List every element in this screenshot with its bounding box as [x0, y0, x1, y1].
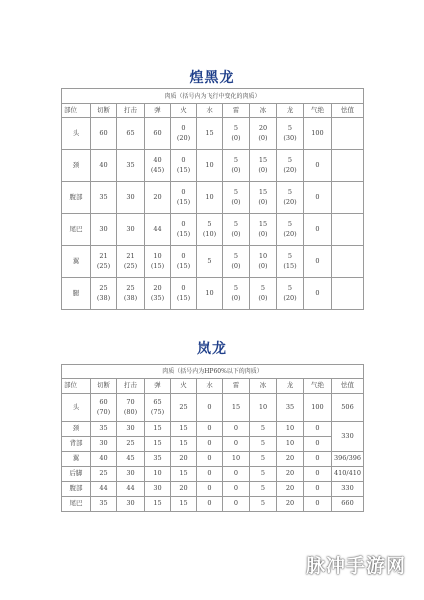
table-cell: 15	[171, 437, 197, 452]
table-cell: 40	[91, 452, 117, 467]
table-cell: 5	[250, 452, 277, 467]
table-cell: 15	[145, 422, 171, 437]
table-cell: 70 (80)	[117, 394, 145, 422]
table-cell: 25 (38)	[117, 278, 145, 310]
table-cell: 5 (30)	[277, 118, 304, 150]
column-header: 水	[197, 104, 223, 118]
table-cell: 15	[145, 437, 171, 452]
table-cell: 30	[117, 422, 145, 437]
table-cell: 35	[145, 452, 171, 467]
column-header: 弹	[145, 379, 171, 394]
table-cell: 0	[197, 422, 223, 437]
table-cell: 25 (38)	[91, 278, 117, 310]
column-header: 部位	[62, 104, 91, 118]
table-cell: 65	[117, 118, 145, 150]
table-cell: 35	[277, 394, 304, 422]
table-cell: 25	[171, 394, 197, 422]
table-cell: 10 (15)	[145, 246, 171, 278]
table-row	[62, 394, 364, 422]
table-row	[62, 182, 364, 214]
table-cell: 20 (0)	[250, 118, 277, 150]
table-cell: 20	[277, 482, 304, 497]
table-cell: 60 (70)	[91, 394, 117, 422]
table-cell: 330	[332, 422, 364, 452]
table-cell: 0 (15)	[171, 150, 197, 182]
table-cell: 35	[117, 150, 145, 182]
table-cell: 10 (0)	[250, 246, 277, 278]
column-header: 怯值	[332, 379, 364, 394]
table-cell: 5 (0)	[223, 182, 250, 214]
column-header: 切断	[91, 379, 117, 394]
table-cell: 35	[91, 422, 117, 437]
table-cell: 0	[197, 394, 223, 422]
table-cell: 0	[304, 452, 332, 467]
table-cell: 腹部	[62, 482, 91, 497]
table-row	[62, 467, 364, 482]
table-cell: 背部	[62, 437, 91, 452]
table-row	[62, 437, 364, 452]
table-cell: 0 (15)	[171, 246, 197, 278]
table-cell: 腹部	[62, 182, 91, 214]
table-cell: 0	[223, 482, 250, 497]
table-cell: 翼	[62, 246, 91, 278]
table-cell: 0	[304, 278, 332, 310]
table-cell: 0	[223, 437, 250, 452]
table2-caption: 肉质（括号内为HP60%以下的肉质）	[62, 365, 364, 379]
table-cell: 5 (20)	[277, 150, 304, 182]
table-cell: 30	[91, 214, 117, 246]
table-cell: 0	[304, 214, 332, 246]
table-cell: 5	[250, 422, 277, 437]
table-cell: 5	[250, 482, 277, 497]
table-cell: 10	[277, 437, 304, 452]
table-cell	[332, 150, 364, 182]
column-header: 龙	[277, 379, 304, 394]
table-cell: 30	[117, 467, 145, 482]
table-cell: 头	[62, 394, 91, 422]
table-cell: 0	[304, 467, 332, 482]
table-cell: 头	[62, 118, 91, 150]
table-cell: 25	[91, 467, 117, 482]
table-cell: 20	[277, 467, 304, 482]
table-cell: 5	[250, 437, 277, 452]
column-header: 打击	[117, 104, 145, 118]
table-cell: 30	[117, 214, 145, 246]
table-row	[62, 452, 364, 467]
table1-title: 煌黑龙	[189, 70, 235, 86]
column-header: 切断	[91, 104, 117, 118]
table-cell: 尾巴	[62, 214, 91, 246]
table-cell: 5	[250, 467, 277, 482]
table-cell: 0	[197, 437, 223, 452]
column-header: 冰	[250, 104, 277, 118]
column-header: 弹	[145, 104, 171, 118]
table-cell: 30	[145, 482, 171, 497]
table-cell: 21 (25)	[117, 246, 145, 278]
table-cell: 10	[277, 422, 304, 437]
table-cell: 0	[304, 150, 332, 182]
table-cell: 0	[304, 497, 332, 512]
table-cell: 30	[117, 182, 145, 214]
column-header: 水	[197, 379, 223, 394]
table-cell: 100	[304, 394, 332, 422]
site-watermark: 脉冲手游网	[305, 555, 406, 577]
table-cell: 15	[171, 497, 197, 512]
table-cell: 15 (0)	[250, 150, 277, 182]
table-cell: 330	[332, 482, 364, 497]
table-cell: 翼	[62, 452, 91, 467]
table-cell: 35	[91, 182, 117, 214]
table-cell: 40	[91, 150, 117, 182]
table-cell	[332, 118, 364, 150]
table-cell: 5 (0)	[250, 278, 277, 310]
table-cell: 10	[145, 467, 171, 482]
table-cell: 100	[304, 118, 332, 150]
table-cell: 5 (20)	[277, 214, 304, 246]
table-cell: 44	[91, 482, 117, 497]
table-cell: 21 (25)	[91, 246, 117, 278]
table-cell	[332, 278, 364, 310]
table-row	[62, 482, 364, 497]
table-cell: 0 (15)	[171, 214, 197, 246]
column-header: 龙	[277, 104, 304, 118]
table-cell: 后脚	[62, 467, 91, 482]
table-row	[62, 278, 364, 310]
column-header: 雷	[223, 379, 250, 394]
table2-title: 岚龙	[197, 341, 227, 357]
table-cell: 0	[304, 182, 332, 214]
table-cell: 506	[332, 394, 364, 422]
table-cell: 10	[197, 150, 223, 182]
table-cell: 10	[223, 452, 250, 467]
table-cell: 颈	[62, 422, 91, 437]
table-cell: 10	[250, 394, 277, 422]
table-cell: 410/410	[332, 467, 364, 482]
table-cell: 660	[332, 497, 364, 512]
column-header: 气绝	[304, 379, 332, 394]
table-cell: 5 (0)	[223, 150, 250, 182]
table-cell	[332, 246, 364, 278]
table-row	[62, 497, 364, 512]
table-cell: 60	[91, 118, 117, 150]
table-cell: 5	[197, 246, 223, 278]
table-cell: 15	[145, 497, 171, 512]
table-cell: 15	[197, 118, 223, 150]
column-header: 冰	[250, 379, 277, 394]
table-cell: 65 (75)	[145, 394, 171, 422]
table-cell: 0	[197, 497, 223, 512]
table-cell: 0	[223, 422, 250, 437]
table-cell: 20	[171, 482, 197, 497]
table-row	[62, 214, 364, 246]
table-cell: 5 (15)	[277, 246, 304, 278]
table-row	[62, 118, 364, 150]
column-header: 火	[171, 379, 197, 394]
table-cell: 5 (10)	[197, 214, 223, 246]
table-cell: 0	[197, 452, 223, 467]
column-header: 火	[171, 104, 197, 118]
table-cell: 15 (0)	[250, 214, 277, 246]
table-cell: 15	[223, 394, 250, 422]
column-header: 雷	[223, 104, 250, 118]
table-cell: 0	[223, 497, 250, 512]
table-cell: 5 (0)	[223, 246, 250, 278]
table-cell: 44	[145, 214, 171, 246]
table-cell	[332, 182, 364, 214]
table-cell: 30	[117, 497, 145, 512]
table-cell: 20 (35)	[145, 278, 171, 310]
table-cell: 0	[197, 482, 223, 497]
table-cell: 15	[171, 467, 197, 482]
table2-header-row	[62, 379, 364, 394]
table-cell: 15	[171, 422, 197, 437]
table-cell: 5 (0)	[223, 214, 250, 246]
table-cell: 尾巴	[62, 497, 91, 512]
table-cell: 0	[223, 467, 250, 482]
table-cell: 5 (0)	[223, 278, 250, 310]
table-cell: 5 (20)	[277, 278, 304, 310]
table-cell: 0 (15)	[171, 278, 197, 310]
table-cell: 5 (0)	[223, 118, 250, 150]
table-cell: 0 (15)	[171, 182, 197, 214]
table-row	[62, 422, 364, 437]
table1-header-row	[62, 104, 364, 118]
table-cell: 0	[304, 437, 332, 452]
table-cell: 10	[197, 278, 223, 310]
table-cell: 60	[145, 118, 171, 150]
table-cell: 44	[117, 482, 145, 497]
column-header: 怯值	[332, 104, 364, 118]
table-cell: 0 (20)	[171, 118, 197, 150]
column-header: 气绝	[304, 104, 332, 118]
column-header: 部位	[62, 379, 91, 394]
table-cell: 396/396	[332, 452, 364, 467]
table-cell: 45	[117, 452, 145, 467]
table-cell: 20	[145, 182, 171, 214]
column-header: 打击	[117, 379, 145, 394]
table-cell: 30	[91, 437, 117, 452]
table-cell: 40 (45)	[145, 150, 171, 182]
table2-hitzone-table	[61, 364, 364, 512]
table-cell: 颈	[62, 150, 91, 182]
table-cell: 20	[171, 452, 197, 467]
table-cell: 0	[304, 246, 332, 278]
table-cell: 0	[197, 467, 223, 482]
table-cell: 腿	[62, 278, 91, 310]
table-cell: 20	[277, 452, 304, 467]
table-cell: 10	[197, 182, 223, 214]
table-cell: 5	[250, 497, 277, 512]
table1-caption: 肉质（括号内为飞行中变化的肉质）	[62, 89, 364, 104]
table-cell: 35	[91, 497, 117, 512]
table-row	[62, 246, 364, 278]
table-cell: 5 (20)	[277, 182, 304, 214]
table-cell: 0	[304, 482, 332, 497]
table-row	[62, 150, 364, 182]
table-cell: 15 (0)	[250, 182, 277, 214]
table-cell: 25	[117, 437, 145, 452]
table-cell: 20	[277, 497, 304, 512]
table-cell: 0	[304, 422, 332, 437]
table1-hitzone-table	[61, 88, 364, 310]
table-cell	[332, 214, 364, 246]
